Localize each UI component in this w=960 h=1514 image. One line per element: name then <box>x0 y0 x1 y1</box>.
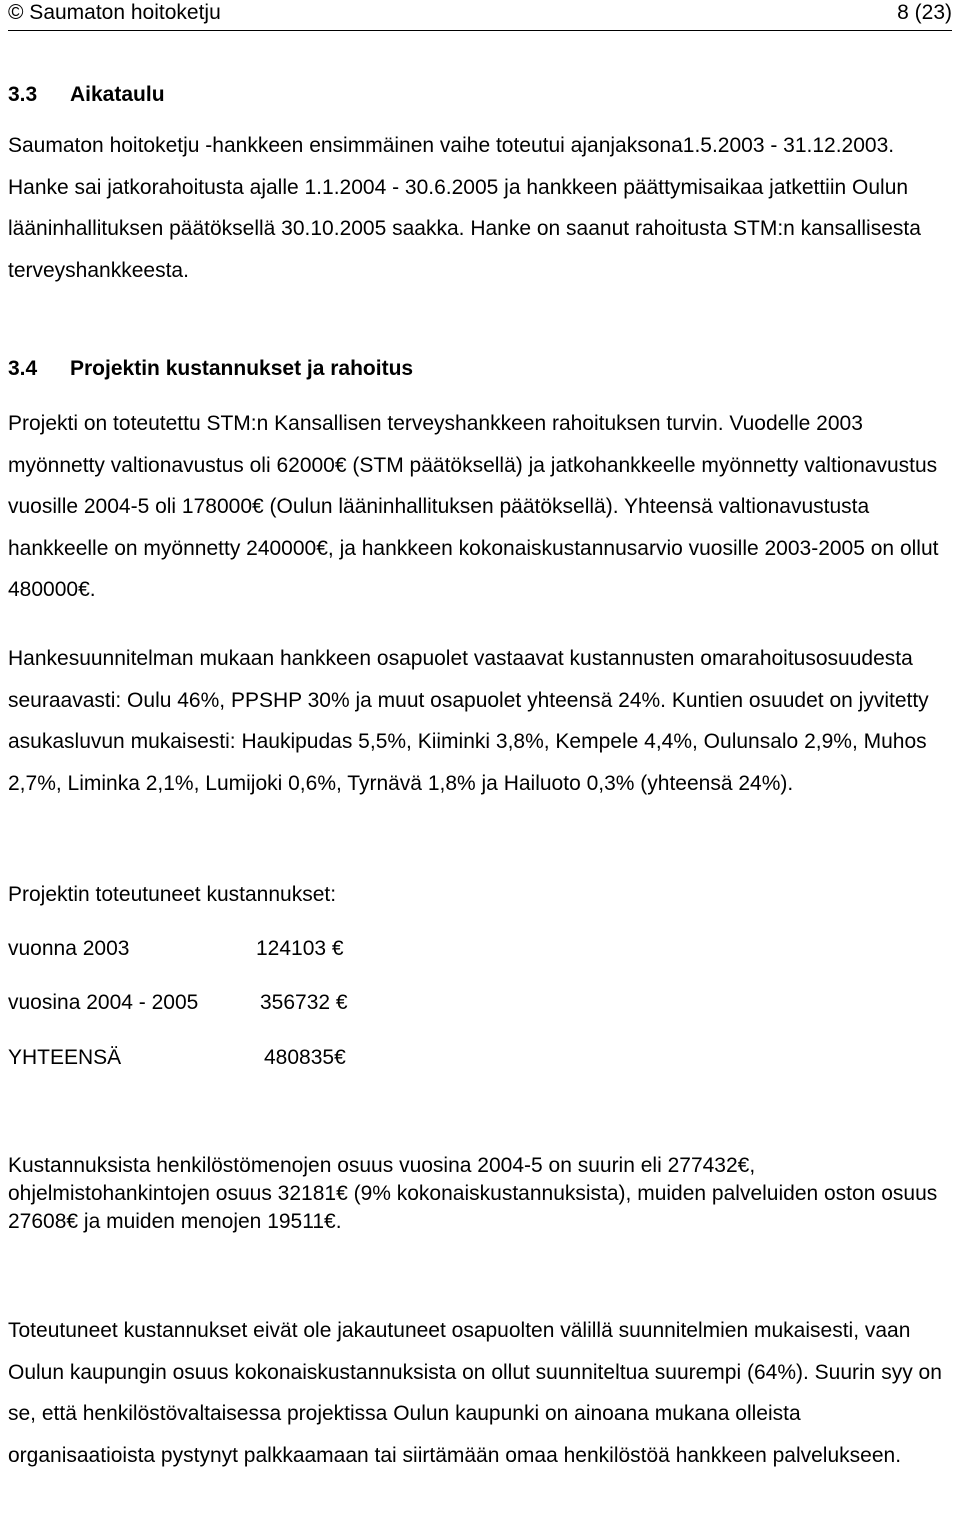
section-heading-costs <box>8 356 952 382</box>
paragraph-cost-shares: Hankesuunnitelman mukaan hankkeen osapuolet vastaavat kustannusten omarahoitusosuudesta seuraavasti: Oulu 46%, PPSHP 30% ja muut osapuolet yhteensä 24%. Kuntien osuudet on jyvitetty asukasluvun mukaisesti: Haukipudas 5,5%, Kiiminki 3,8%, Kempele 4,4%, Oulunsalo 2,9%, Muhos 2,7%, Liminka 2,1%, Lumijoki 0,6%, Tyrnävä 1,8% ja Hailuoto 0,3% (yhteensä 24%). <box>8 647 929 795</box>
cost-row-total <box>8 1045 608 1071</box>
cost-label: vuonna 2003 <box>8 937 130 960</box>
cost-row <box>8 990 608 1016</box>
cost-value: 480835€ <box>264 1046 346 1069</box>
cost-label: vuosina 2004 - 2005 <box>8 991 199 1014</box>
cost-row <box>8 936 608 962</box>
header-page-number: 8 (23) <box>897 1 952 24</box>
costs-heading: Projektin toteutuneet kustannukset: <box>8 883 337 906</box>
cost-value: 356732 € <box>260 991 348 1014</box>
section-heading-aikataulu <box>8 82 952 108</box>
page-header <box>8 0 952 30</box>
paragraph-cost-breakdown: Kustannuksista henkilöstömenojen osuus vuosina 2004-5 on suurin eli 277432€, ohjelmistohankintojen osuus 32181€ (9% kokonaiskustannuksista), muiden palveluiden oston osuus 27608€ ja muiden menojen 19511€. <box>8 1154 938 1233</box>
section-title: Aikataulu <box>70 83 165 106</box>
cost-value: 124103 € <box>256 937 344 960</box>
section-number: 3.3 <box>8 83 38 106</box>
section-number: 3.4 <box>8 357 38 380</box>
header-divider <box>8 30 952 31</box>
paragraph-funding: Projekti on toteutettu STM:n Kansallisen terveyshankkeen rahoituksen turvin. Vuodelle 2003 myönnetty valtionavustus oli 62000€ (STM päätöksellä) ja jatkohankkeelle myönnetty valtionavustus vuosille 2004-5 oli 178000€ (Oulun lääninhallituksen päätöksellä). Yhteensä valtionavustusta hankkeelle on myönnetty 240000€, ja hankkeen kokonaiskustannusarvio vuosille 2003-2005 on ollut 480000€. <box>8 412 939 601</box>
paragraph-schedule: Saumaton hoitoketju -hankkeen ensimmäinen vaihe toteutui ajanjaksona1.5.2003 - 31.12.2003. Hanke sai jatkorahoitusta ajalle 1.1.2004 - 30.6.2005 ja hankkeen päättymisaikaa jatkettiin Oulun lääninhallituksen päätöksellä 30.10.2005 saakka. Hanke on saanut rahoitusta STM:n kansallisesta terveyshankkeesta. <box>8 134 921 282</box>
paragraph-cost-distribution: Toteutuneet kustannukset eivät ole jakautuneet osapuolten välillä suunnitelmien mukaisesti, vaan Oulun kaupungin osuus kokonaiskustannuksista on ollut suunniteltua suurempi (64%). Suurin syy on se, että henkilöstövaltaisessa projektissa Oulun kaupunki on ainoana mukana olleista organisaatioista pystynyt palkkaamaan tai siirtämään omaa henkilöstöä hankkeen palvelukseen. <box>8 1319 942 1467</box>
header-document-title: © Saumaton hoitoketju <box>8 1 221 24</box>
cost-label: YHTEENSÄ <box>8 1046 122 1069</box>
section-title: Projektin kustannukset ja rahoitus <box>70 357 414 380</box>
